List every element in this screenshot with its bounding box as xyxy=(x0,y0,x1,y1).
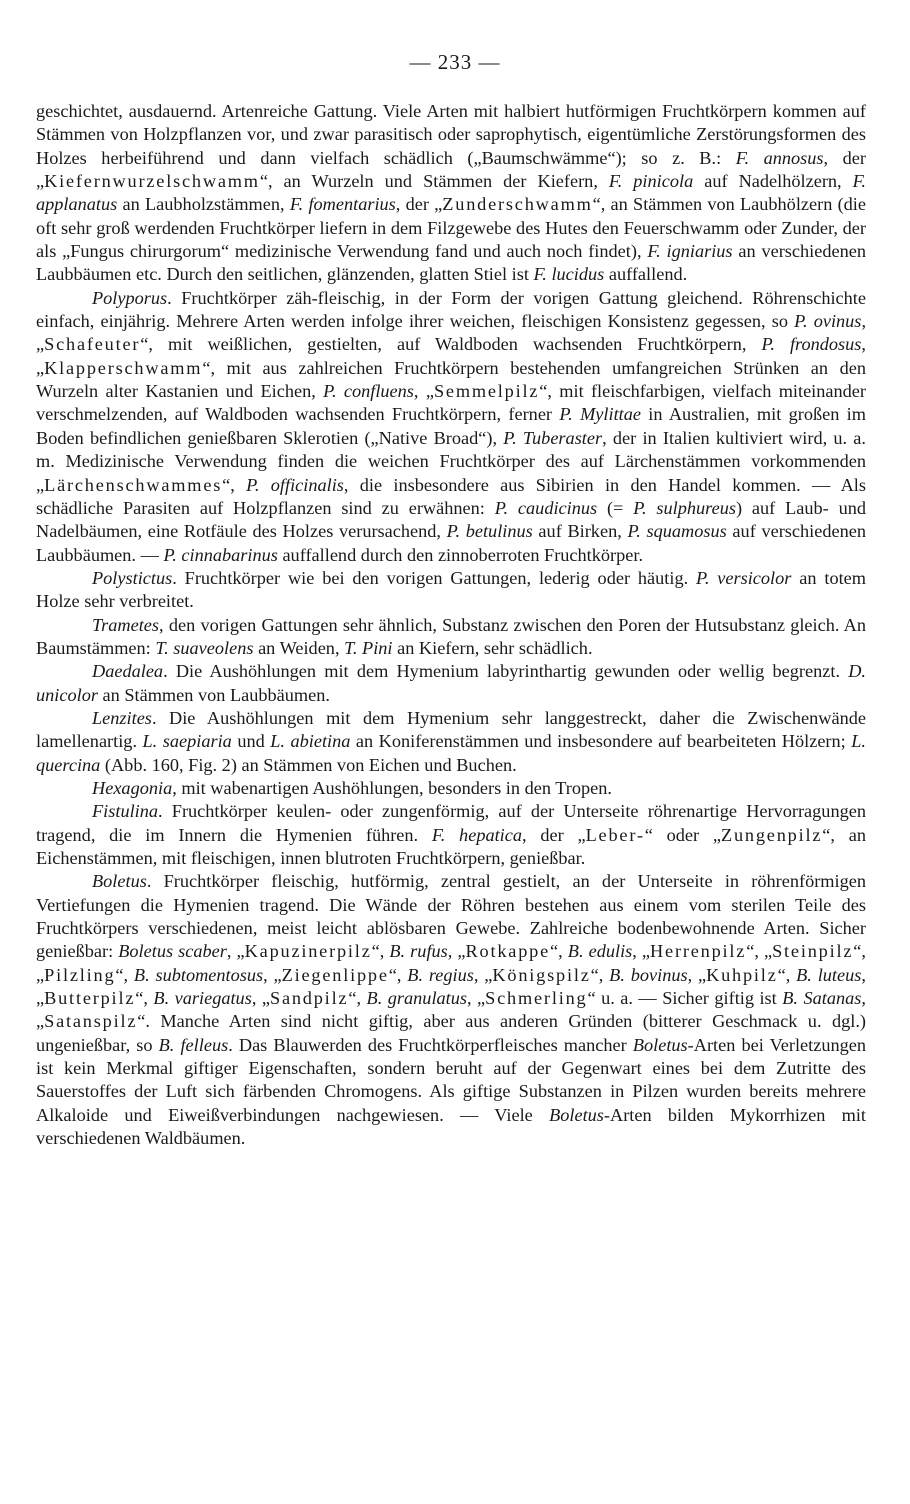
italic-taxon: P. Tuberaster xyxy=(503,427,603,448)
body-text xyxy=(36,100,866,1150)
spaced-common-name: Herrenpilz xyxy=(650,941,747,962)
paragraph xyxy=(36,777,866,800)
text-run: , den vorigen Gattungen sehr ähnlich, Substanz zwischen den Poren der Hutsubstanz gleich. An Baumstämmen: xyxy=(36,614,866,658)
spaced-common-name: Schmerling xyxy=(485,988,588,1009)
text-run: “ u. a. — Sicher giftig ist xyxy=(587,988,783,1009)
text-run: “, xyxy=(371,941,390,962)
spaced-common-name: Lärchenschwammes xyxy=(44,474,223,495)
text-run: an verschiedenen Laubbäumen etc. Durch den seitlichen, glänzenden, glatten Stiel ist xyxy=(36,241,866,285)
paragraph xyxy=(36,707,866,777)
italic-taxon: P. squamosus xyxy=(627,521,727,542)
text-run: “, an Wurzeln und Stämmen der Kiefern, xyxy=(259,171,609,192)
text-run: “, xyxy=(777,964,797,985)
italic-taxon: Polyporus xyxy=(92,287,168,308)
text-run: auffallend durch den zinnoberroten Fruchtkörper. xyxy=(277,544,644,565)
italic-taxon: Hexagonia xyxy=(92,777,173,798)
text-run: und xyxy=(231,731,271,752)
italic-taxon: P. versicolor xyxy=(696,567,792,588)
italic-taxon: L. saepiaria xyxy=(142,731,232,752)
italic-taxon: Boletus xyxy=(632,1034,688,1055)
italic-taxon: T. Pini xyxy=(344,637,393,658)
text-run: , der „ xyxy=(395,194,443,215)
spaced-common-name: Schafeuter xyxy=(44,334,141,355)
paragraph xyxy=(36,567,866,614)
italic-taxon: F. fomentarius xyxy=(289,194,396,215)
text-run: -Arten bilden Mykorrhizen mit verschiedenen Waldbäumen. xyxy=(36,1104,867,1149)
italic-taxon: P. sulphureus xyxy=(633,497,736,518)
text-run: “, „ xyxy=(36,941,866,985)
text-run: , „ xyxy=(226,941,245,962)
text-run: “, xyxy=(388,964,408,985)
text-run: , „ xyxy=(263,964,282,985)
text-run: ) auf Laub- und Nadelbäumen, eine Rotfäule des Holzes verursachend, xyxy=(36,497,866,542)
text-run: “, an Stämmen von Laubhölzern (die oft sehr groß werdenden Fruchtkörper liefern in dem Filzgewebe des Hutes den Feuerschwamm oder Zunder, der als „Fungus chirurgorum“ medizinische Verwendung fand und auch noch findet), xyxy=(36,194,867,262)
italic-taxon: B. felleus xyxy=(158,1034,229,1055)
spaced-common-name: Steinpilz xyxy=(772,941,854,962)
text-run: an Laubholzstämmen, xyxy=(117,194,290,215)
italic-taxon: F. igniarius xyxy=(647,241,733,262)
text-run: “, xyxy=(590,964,610,985)
text-run: , der in Italien kultiviert wird, u. a. m. Medizinische Verwendung finden die weichen Fruchtkörper des auf Lärchenstämmen vorkommenden „ xyxy=(36,427,866,495)
text-run: an Stämmen von Laubbäumen. xyxy=(97,684,330,705)
italic-taxon: P. ovinus xyxy=(794,311,862,332)
italic-taxon: Lenzites xyxy=(92,707,152,728)
text-run: auffallend. xyxy=(604,264,688,285)
text-run: . Fruchtkörper zäh-fleischig, in der Form der vorigen Gattung gleichend. Röhrenschichte einfach, einjährig. Mehrere Arten werden infolge ihrer weichen, fleischigen Konsistenz gegessen, so xyxy=(36,287,866,332)
text-run: an totem Holze sehr verbreitet. xyxy=(36,567,866,612)
text-run: , „ xyxy=(413,381,434,402)
spaced-common-name: Zunderschwamm xyxy=(442,194,593,215)
italic-taxon: B. luteus xyxy=(796,964,862,985)
italic-taxon: F. pinicola xyxy=(608,171,694,192)
text-run: . Fruchtkörper keulen- oder zungenförmig, auf der Unterseite röhrenartige Hervorragungen tragend, die im Innern die Hymenien führen. xyxy=(36,801,866,845)
spaced-common-name: Zungenpilz xyxy=(721,824,823,845)
italic-taxon: D. unicolor xyxy=(36,661,866,705)
italic-taxon: B. subtomentosus xyxy=(133,964,264,985)
text-run: , „ xyxy=(36,334,866,378)
spaced-common-name: Butterpilz xyxy=(44,988,136,1009)
text-run: “, xyxy=(550,941,568,962)
text-run: an Weiden, xyxy=(253,637,345,658)
text-run: “, xyxy=(348,988,367,1009)
text-run: , „ xyxy=(251,988,270,1009)
text-run: “ oder „ xyxy=(644,824,722,845)
italic-taxon: L. quercina xyxy=(36,731,866,775)
text-run: “, „ xyxy=(746,941,773,962)
text-run: , „ xyxy=(632,941,651,962)
italic-taxon: Polystictus xyxy=(92,567,173,588)
italic-taxon: B. regius xyxy=(407,964,474,985)
spaced-common-name: Königspilz xyxy=(492,964,591,985)
italic-taxon: P. confluens xyxy=(323,381,414,402)
italic-taxon: Boletus scaber xyxy=(118,941,227,962)
italic-taxon: B. Satanas xyxy=(782,988,862,1009)
italic-taxon: F. annosus xyxy=(735,147,824,168)
page-number: — 233 — xyxy=(409,50,501,74)
spaced-common-name: Pilzling xyxy=(44,964,116,985)
text-run: “, xyxy=(135,988,154,1009)
italic-taxon: P. caudicinus xyxy=(494,497,598,518)
italic-taxon: Fistulina xyxy=(92,801,159,822)
paragraph xyxy=(36,614,866,661)
text-run: “, xyxy=(222,474,247,495)
italic-taxon: F. lucidus xyxy=(533,264,605,285)
italic-taxon: P. officinalis xyxy=(246,474,344,495)
text-run: (Abb. 160, Fig. 2) an Stämmen von Eichen und Buchen. xyxy=(100,754,517,775)
text-run: (= xyxy=(597,497,634,518)
italic-taxon: P. cinnabarinus xyxy=(163,544,278,565)
italic-taxon: B. bovinus xyxy=(609,964,688,985)
spaced-common-name: Kapuzinerpilz xyxy=(244,941,372,962)
text-run: auf Birken, xyxy=(532,521,628,542)
paragraph xyxy=(36,870,866,1150)
text-run: , „ xyxy=(36,964,866,1009)
italic-taxon: T. suaveolens xyxy=(155,637,254,658)
text-run: , „ xyxy=(36,311,867,355)
text-run: . Fruchtkörper fleischig, hutförmig, zentral gestielt, an der Unterseite in röhrenförmigen Vertiefungen die Hymenien tragend. Die Wände der Röhren bestehen aus einem vom sterilen Teile des Fruchtkörpers verschiedenen, meist leicht ablösbaren Gewebe. Zahlreiche bodenbewohnende Arten. Sicher genießbar: xyxy=(36,871,866,962)
text-run: , der „ xyxy=(36,147,866,192)
spaced-common-name: Sandpilz xyxy=(269,988,349,1009)
paragraph xyxy=(36,100,866,287)
italic-taxon: P. frondosus xyxy=(761,334,862,355)
spaced-common-name: Kuhpilz xyxy=(706,964,778,985)
text-run: “. Manche Arten sind nicht giftig, aber aus anderen Gründen (bitterer Geschmack u. dgl.) ungenießbar, so xyxy=(36,1011,866,1055)
text-run: “, an Eichenstämmen, mit fleischigen, innen blutroten Fruchtkörpern, genießbar. xyxy=(36,824,866,868)
text-run: -Arten bei Verletzungen ist kein Merkmal giftiger Eigenschaften, sondern beruht auf der Gegenwart eines bei dem Zutritte des Sauerstoffes der Luft sich färbenden Chromogens. Als giftige Substanzen in Pilzen wurden bereits mehrere Alkaloide und Eiweißverbindungen nachgewiesen. — Viele xyxy=(36,1034,867,1125)
spaced-common-name: Ziegenlippe xyxy=(281,964,389,985)
italic-taxon: B. granulatus xyxy=(366,988,467,1009)
text-run: , „ xyxy=(447,941,466,962)
text-run: auf Nadelhölzern, xyxy=(693,171,853,192)
italic-taxon: Daedalea xyxy=(92,661,164,682)
text-run: . Die Aushöhlungen mit dem Hymenium sehr langgestreckt, daher die Zwischenwände lamellenartig. xyxy=(36,707,866,752)
italic-taxon: Boletus xyxy=(549,1104,604,1125)
italic-taxon: B. rufus xyxy=(389,941,448,962)
italic-taxon: Boletus xyxy=(92,871,147,892)
paragraph xyxy=(36,287,866,567)
spaced-common-name: Rotkappe xyxy=(465,941,551,962)
text-run: , „ xyxy=(36,988,866,1032)
text-run: . Das Blauwerden des Fruchtkörperfleisches mancher xyxy=(228,1034,633,1055)
italic-taxon: B. variegatus xyxy=(153,988,252,1009)
paragraph xyxy=(36,800,866,870)
italic-taxon: P. betulinus xyxy=(446,521,533,542)
paragraph xyxy=(36,660,866,707)
text-run: in Australien, mit großen im Boden befindlichen genießbaren Sklerotien („Native Broad“), xyxy=(36,404,866,448)
spaced-common-name: Semmelpilz xyxy=(433,381,540,402)
text-run: , „ xyxy=(473,964,493,985)
text-run: an Kiefern, sehr schädlich. xyxy=(392,637,593,658)
italic-taxon: F. hepatica xyxy=(431,824,523,845)
italic-taxon: F. applanatus xyxy=(36,171,867,215)
italic-taxon: B. edulis xyxy=(567,941,633,962)
spaced-common-name: Klapperschwamm xyxy=(44,357,203,378)
text-run: “, mit weißlichen, gestielten, auf Waldboden wachsenden Fruchtkörpern, xyxy=(140,334,762,355)
spaced-common-name: Kiefernwurzelschwamm xyxy=(44,171,260,192)
text-run: auf verschiedenen Laubbäumen. — xyxy=(36,521,867,565)
text-run: geschichtet, ausdauernd. Artenreiche Gattung. Viele Arten mit halbiert hutförmigen Fruchtkörpern kommen auf Stämmen von Holzpflanzen vor, und zwar parasitisch oder saprophytisch, eigentümliche Zerstörungsformen des Holzes herbeiführend und dann vielfach schädlich („Baumschwämme“); so z. B.: xyxy=(36,101,866,168)
text-run: an Koniferenstämmen und insbesondere auf bearbeiteten Hölzern; xyxy=(350,731,852,752)
text-run: . Fruchtkörper wie bei den vorigen Gattungen, lederig oder häutig. xyxy=(172,567,697,588)
text-run: , der „ xyxy=(522,824,586,845)
spaced-common-name: Satanspilz xyxy=(44,1011,138,1032)
text-run: “, mit fleischfarbigen, vielfach miteinander verschmelzenden, auf Waldboden wachsenden Fruchtkörpern, ferner xyxy=(36,381,867,425)
italic-taxon: P. Mylittae xyxy=(559,404,641,425)
italic-taxon: L. abietina xyxy=(270,731,351,752)
text-run: “, xyxy=(115,964,134,985)
text-run: . Die Aushöhlungen mit dem Hymenium labyrinthartig gewunden oder wellig begrenzt. xyxy=(163,661,849,682)
text-run: , mit wabenartigen Aushöhlungen, besonders in den Tropen. xyxy=(172,777,612,798)
text-run: , „ xyxy=(467,988,486,1009)
spaced-common-name: Leber- xyxy=(585,824,645,845)
text-run: , die insbesondere aus Sibirien in den Handel kommen. — Als schädliche Parasiten auf Holzpflanzen sind zu erwähnen: xyxy=(36,474,866,518)
text-run: , „ xyxy=(687,964,707,985)
text-run: “, mit aus zahlreichen Fruchtkörpern bestehenden umfangreichen Strünken an den Wurzeln alter Kastanien und Eichen, xyxy=(36,357,866,402)
italic-taxon: Trametes xyxy=(92,614,160,635)
